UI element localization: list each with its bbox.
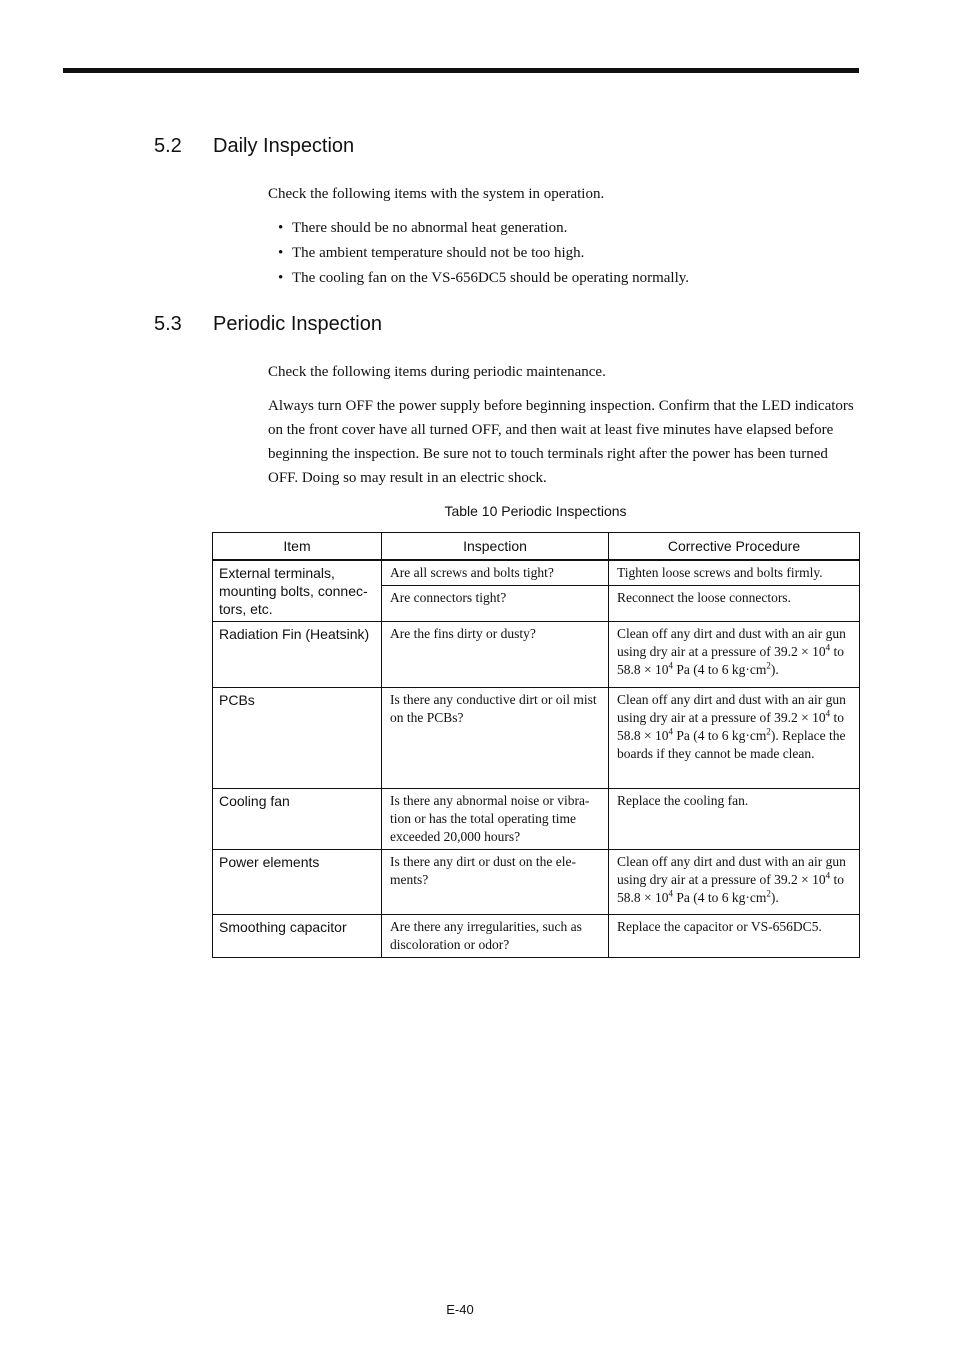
daily-bullet-list bbox=[278, 216, 689, 291]
section-heading-daily bbox=[154, 135, 354, 158]
list-item: • There should be no abnormal heat generation. bbox=[278, 216, 689, 241]
section-number: 5.2 bbox=[154, 135, 182, 157]
table-caption: Table 10 Periodic Inspections bbox=[444, 503, 627, 519]
section-title: Daily Inspection bbox=[213, 135, 355, 157]
column-header-item: Item bbox=[213, 533, 382, 561]
bullet-icon: • bbox=[278, 270, 284, 286]
top-rule bbox=[63, 68, 859, 73]
procedure-cell: Clean off any dirt and dust with an air gun using dry air at a pressure of $39.2 \times 10^4$ to $58.8 \times 10^4$ Pa (4 to 6 $kg\cdot cm^2$). bbox=[609, 850, 860, 915]
procedure-cell: Tighten loose screws and bolts firmly. bbox=[609, 560, 860, 586]
column-header-procedure: Corrective Procedure bbox=[609, 533, 860, 561]
inspection-cell: Is there any conductive dirt or oil mist on the PCBs? bbox=[382, 688, 609, 789]
section-title: Periodic Inspection bbox=[213, 313, 382, 335]
inspection-cell: Are connectors tight? bbox=[382, 586, 609, 622]
inspection-cell: Are all screws and bolts tight? bbox=[382, 560, 609, 586]
item-cell: Smoothing capacitor bbox=[213, 915, 382, 958]
table-header-row bbox=[213, 533, 860, 561]
bullet-icon: • bbox=[278, 220, 284, 236]
inspection-cell: Are the fins dirty or dusty? bbox=[382, 622, 609, 688]
table-row bbox=[213, 915, 860, 958]
table-row bbox=[213, 622, 860, 688]
procedure-cell: Clean off any dirt and dust with an air gun using dry air at a pressure of $39.2 \times 10^4$ to $58.8 \times 10^4$ Pa (4 to 6 $kg\cdot cm^2$). bbox=[609, 622, 860, 688]
bullet-icon: • bbox=[278, 245, 284, 261]
daily-intro: Check the following items with the system in operation. bbox=[268, 186, 605, 202]
procedure-cell: Reconnect the loose connectors. bbox=[609, 586, 860, 622]
list-item: • The ambient temperature should not be too high. bbox=[278, 241, 689, 266]
inspection-cell: Is there any dirt or dust on the ele-ments? bbox=[382, 850, 609, 915]
inspection-cell: Are there any irregularities, such as discoloration or odor? bbox=[382, 915, 609, 958]
procedure-cell: Clean off any dirt and dust with an air gun using dry air at a pressure of $39.2 \times 10^4$ to $58.8 \times 10^4$ Pa (4 to 6 $kg\cdot cm^2$). Replace the boards if they cannot be made clean. bbox=[609, 688, 860, 789]
periodic-intro: Check the following items during periodic maintenance. bbox=[268, 364, 606, 380]
list-item: • The cooling fan on the VS-656DC5 should be operating normally. bbox=[278, 266, 689, 291]
item-cell: Cooling fan bbox=[213, 789, 382, 850]
page-number: E-40 bbox=[446, 1302, 474, 1317]
section-number: 5.3 bbox=[154, 313, 182, 335]
item-cell: PCBs bbox=[213, 688, 382, 789]
table-row bbox=[213, 789, 860, 850]
table-row bbox=[213, 688, 860, 789]
section-heading-periodic bbox=[154, 313, 382, 336]
item-cell: External terminals, mounting bolts, connec-tors, etc. bbox=[213, 560, 382, 622]
procedure-cell: Replace the cooling fan. bbox=[609, 789, 860, 850]
periodic-warning: Always turn OFF the power supply before beginning inspection. Confirm that the LED indicators on the front cover have all turned OFF, and then wait at least five minutes have elapsed before beginning the inspection. Be sure not to touch terminals right after the power has been turned OFF. Doing so may result in an electric shock. bbox=[268, 398, 854, 486]
inspection-cell: Is there any abnormal noise or vibra-tion or has the total operating time exceeded 20,000 hours? bbox=[382, 789, 609, 850]
periodic-inspection-table bbox=[212, 532, 860, 958]
table-row bbox=[213, 850, 860, 915]
table-row bbox=[213, 560, 860, 586]
item-cell: Radiation Fin (Heatsink) bbox=[213, 622, 382, 688]
procedure-cell: Replace the capacitor or VS-656DC5. bbox=[609, 915, 860, 958]
column-header-inspection: Inspection bbox=[382, 533, 609, 561]
item-cell: Power elements bbox=[213, 850, 382, 915]
